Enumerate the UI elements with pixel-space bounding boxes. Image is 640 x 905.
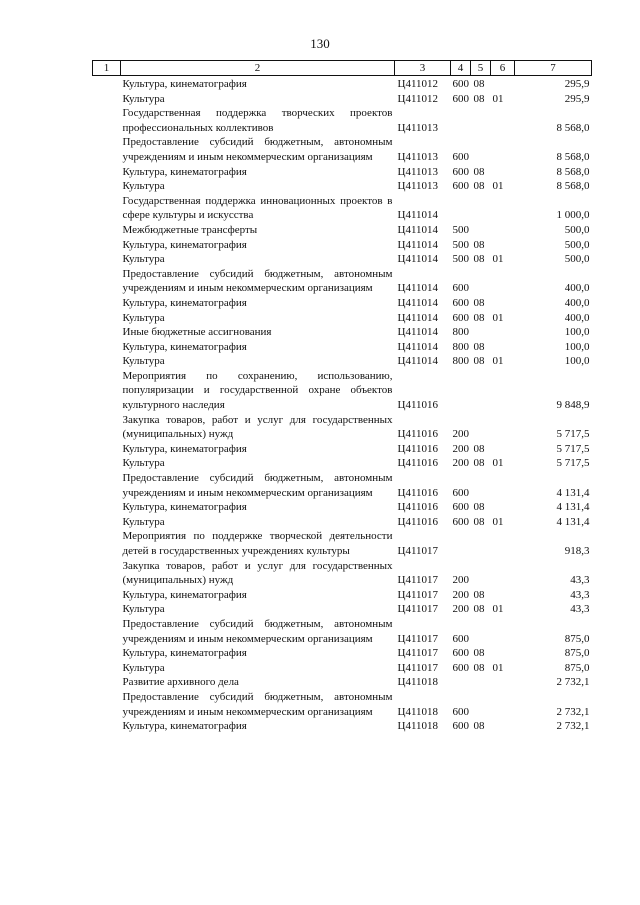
cell-vr: 600 bbox=[452, 632, 469, 645]
cell-pr bbox=[491, 296, 515, 311]
table-row bbox=[93, 471, 592, 500]
cell-num bbox=[93, 675, 121, 690]
cell-pr: 01 bbox=[492, 661, 504, 674]
cell-num bbox=[93, 252, 121, 267]
cell-code: Ц411017 bbox=[397, 603, 439, 616]
cell-sum: 918,3 bbox=[564, 545, 590, 557]
cell-code: Ц411016 bbox=[397, 501, 439, 514]
cell-pr bbox=[491, 646, 515, 661]
cell-rz bbox=[471, 369, 491, 413]
cell-name: Культура, кинематография bbox=[122, 238, 247, 251]
cell-num bbox=[93, 179, 121, 194]
cell-pr bbox=[491, 559, 515, 588]
cell-code: Ц411017 bbox=[397, 647, 439, 660]
cell-name: Культура, кинематография bbox=[122, 588, 247, 601]
cell-rz: 08 bbox=[473, 647, 485, 660]
cell-pr bbox=[491, 340, 515, 355]
cell-name: Культура, кинематография bbox=[122, 442, 247, 455]
cell-sum: 43,3 bbox=[570, 588, 590, 601]
table-row bbox=[93, 413, 592, 442]
cell-name: Культура, кинематография bbox=[122, 647, 247, 660]
page-number: 130 bbox=[310, 36, 330, 51]
cell-sum: 43,3 bbox=[570, 603, 590, 616]
cell-vr: 600 bbox=[452, 647, 469, 660]
cell-name: Культура bbox=[122, 311, 165, 324]
cell-num bbox=[93, 456, 121, 471]
table-row bbox=[93, 529, 592, 558]
cell-vr: 800 bbox=[452, 340, 469, 353]
cell-rz: 08 bbox=[473, 311, 485, 324]
cell-name: Культура bbox=[122, 515, 165, 528]
cell-num bbox=[93, 515, 121, 530]
cell-name: Культура, кинематография bbox=[122, 78, 247, 90]
cell-name: Иные бюджетные ассигнования bbox=[122, 326, 272, 339]
cell-num bbox=[93, 617, 121, 646]
cell-sum: 500,0 bbox=[564, 223, 590, 236]
header-col-6: 6 bbox=[491, 61, 515, 76]
cell-name: Закупка товаров, работ и услуг для государственных (муниципальных) нужд bbox=[122, 559, 393, 587]
cell-num bbox=[93, 238, 121, 253]
cell-pr bbox=[491, 675, 515, 690]
cell-sum: 400,0 bbox=[564, 296, 590, 309]
cell-num bbox=[93, 559, 121, 588]
cell-code: Ц411014 bbox=[397, 223, 439, 236]
cell-pr bbox=[491, 529, 515, 558]
cell-num bbox=[93, 661, 121, 676]
cell-vr: 200 bbox=[452, 588, 469, 601]
cell-vr: 600 bbox=[452, 180, 469, 193]
table-row bbox=[93, 296, 592, 311]
cell-sum: 400,0 bbox=[564, 311, 590, 324]
cell-pr bbox=[491, 194, 515, 223]
cell-name: Государственная поддержка инновационных проектов в сфере культуры и искусства bbox=[122, 194, 393, 222]
cell-sum: 1 000,0 bbox=[556, 209, 590, 222]
cell-code: Ц411013 bbox=[397, 165, 439, 178]
cell-pr: 01 bbox=[492, 603, 504, 616]
cell-name: Развитие архивного дела bbox=[122, 676, 239, 689]
table-row bbox=[93, 252, 592, 267]
cell-vr: 600 bbox=[452, 311, 469, 324]
cell-name: Культура bbox=[122, 92, 165, 105]
cell-code: Ц411012 bbox=[397, 78, 439, 90]
cell-pr bbox=[491, 471, 515, 500]
cell-code: Ц411013 bbox=[397, 180, 439, 193]
cell-rz bbox=[471, 413, 491, 442]
cell-vr: 600 bbox=[452, 150, 469, 163]
cell-vr: 600 bbox=[452, 515, 469, 528]
cell-num bbox=[93, 296, 121, 311]
cell-sum: 875,0 bbox=[564, 647, 590, 660]
cell-rz bbox=[471, 325, 491, 340]
table-row bbox=[93, 311, 592, 326]
cell-num bbox=[93, 413, 121, 442]
cell-num bbox=[93, 588, 121, 603]
cell-vr: 600 bbox=[452, 78, 469, 90]
cell-pr bbox=[491, 76, 515, 92]
cell-code: Ц411016 bbox=[397, 442, 439, 455]
cell-vr: 600 bbox=[452, 92, 469, 105]
cell-code: Ц411014 bbox=[397, 209, 439, 222]
cell-num bbox=[93, 529, 121, 558]
cell-name: Культура bbox=[122, 253, 165, 266]
cell-num bbox=[93, 471, 121, 500]
cell-sum: 4 131,4 bbox=[556, 515, 590, 528]
cell-rz: 08 bbox=[473, 92, 485, 105]
cell-vr: 600 bbox=[452, 486, 469, 499]
cell-code: Ц411016 bbox=[397, 486, 439, 499]
cell-pr: 01 bbox=[492, 180, 504, 193]
cell-vr: 200 bbox=[452, 574, 469, 587]
table-row bbox=[93, 354, 592, 369]
header-row bbox=[93, 61, 592, 76]
cell-pr bbox=[491, 223, 515, 238]
cell-vr bbox=[451, 194, 471, 223]
cell-pr bbox=[491, 617, 515, 646]
cell-code: Ц411013 bbox=[397, 150, 439, 163]
cell-name: Мероприятия по сохранению, использованию, популяризации и государственной охране объектов культурного наследия bbox=[122, 369, 393, 412]
table-row bbox=[93, 456, 592, 471]
cell-rz bbox=[471, 194, 491, 223]
cell-vr: 600 bbox=[452, 720, 469, 733]
cell-code: Ц411017 bbox=[397, 545, 439, 557]
cell-rz: 08 bbox=[473, 661, 485, 674]
table-row bbox=[93, 646, 592, 661]
cell-pr: 01 bbox=[492, 311, 504, 324]
cell-code: Ц411016 bbox=[397, 515, 439, 528]
cell-vr: 600 bbox=[452, 705, 469, 718]
cell-rz: 08 bbox=[473, 515, 485, 528]
cell-code: Ц411017 bbox=[397, 632, 439, 645]
cell-rz bbox=[471, 267, 491, 296]
cell-rz: 08 bbox=[473, 296, 485, 309]
cell-pr: 01 bbox=[492, 515, 504, 528]
table-row bbox=[93, 106, 592, 135]
cell-num bbox=[93, 340, 121, 355]
cell-code: Ц411016 bbox=[397, 457, 439, 470]
cell-num bbox=[93, 369, 121, 413]
cell-name: Предоставление субсидий бюджетным, автономным учреждениям и иным некоммерческим организациям bbox=[122, 690, 393, 718]
cell-vr: 600 bbox=[452, 661, 469, 674]
cell-sum: 43,3 bbox=[570, 574, 590, 587]
cell-num bbox=[93, 223, 121, 238]
cell-num bbox=[93, 325, 121, 340]
cell-pr bbox=[491, 238, 515, 253]
table-row bbox=[93, 223, 592, 238]
cell-pr: 01 bbox=[492, 457, 504, 470]
cell-vr: 200 bbox=[452, 457, 469, 470]
table-row bbox=[93, 500, 592, 515]
cell-sum: 8 568,0 bbox=[556, 150, 590, 163]
cell-vr bbox=[451, 106, 471, 135]
cell-sum: 295,9 bbox=[564, 78, 590, 90]
table-row bbox=[93, 602, 592, 617]
cell-rz: 08 bbox=[473, 603, 485, 616]
cell-sum: 2 732,1 bbox=[556, 705, 590, 718]
cell-name: Культура bbox=[122, 661, 165, 674]
cell-num bbox=[93, 267, 121, 296]
cell-name: Культура bbox=[122, 355, 165, 368]
table-row bbox=[93, 661, 592, 676]
cell-num bbox=[93, 500, 121, 515]
table-row bbox=[93, 442, 592, 457]
cell-sum: 2 732,1 bbox=[556, 720, 590, 733]
cell-vr: 200 bbox=[452, 442, 469, 455]
cell-name: Предоставление субсидий бюджетным, автономным учреждениям и иным некоммерческим организациям bbox=[122, 267, 393, 295]
cell-rz: 08 bbox=[473, 457, 485, 470]
cell-pr bbox=[491, 135, 515, 164]
cell-sum: 5 717,5 bbox=[556, 442, 590, 455]
cell-code: Ц411016 bbox=[397, 428, 439, 441]
cell-rz: 08 bbox=[473, 180, 485, 193]
table-row bbox=[93, 719, 592, 734]
cell-name: Предоставление субсидий бюджетным, автономным учреждениям и иным некоммерческим организациям bbox=[122, 472, 393, 499]
cell-name: Культура, кинематография bbox=[122, 720, 247, 733]
header-col-5: 5 bbox=[471, 61, 491, 76]
cell-num bbox=[93, 194, 121, 223]
cell-name: Государственная поддержка творческих проектов профессиональных коллективов bbox=[122, 107, 393, 134]
cell-sum: 8 568,0 bbox=[556, 180, 590, 193]
cell-sum: 500,0 bbox=[564, 238, 590, 251]
cell-rz bbox=[471, 559, 491, 588]
cell-num bbox=[93, 602, 121, 617]
cell-code: Ц411018 bbox=[397, 676, 439, 689]
cell-rz: 08 bbox=[473, 355, 485, 368]
cell-sum: 100,0 bbox=[564, 326, 590, 339]
cell-rz bbox=[471, 675, 491, 690]
cell-vr: 200 bbox=[452, 428, 469, 441]
cell-sum: 8 568,0 bbox=[556, 165, 590, 178]
table-body bbox=[93, 76, 592, 734]
cell-vr: 800 bbox=[452, 355, 469, 368]
cell-num bbox=[93, 646, 121, 661]
cell-code: Ц411014 bbox=[397, 253, 439, 266]
cell-name: Культура, кинематография bbox=[122, 165, 247, 178]
cell-rz bbox=[471, 135, 491, 164]
cell-rz bbox=[471, 471, 491, 500]
cell-name: Межбюджетные трансферты bbox=[122, 223, 258, 236]
cell-sum: 9 848,9 bbox=[556, 399, 590, 412]
cell-code: Ц411016 bbox=[397, 399, 439, 412]
table-row bbox=[93, 325, 592, 340]
cell-pr: 01 bbox=[492, 355, 504, 368]
table-row bbox=[93, 238, 592, 253]
cell-sum: 8 568,0 bbox=[556, 121, 590, 134]
header-col-3: 3 bbox=[395, 61, 451, 76]
table-row bbox=[93, 179, 592, 194]
cell-code: Ц411018 bbox=[397, 705, 439, 718]
cell-vr: 600 bbox=[452, 296, 469, 309]
table-row bbox=[93, 340, 592, 355]
cell-rz: 08 bbox=[473, 78, 485, 90]
cell-sum: 875,0 bbox=[564, 632, 590, 645]
cell-vr bbox=[451, 675, 471, 690]
table-row bbox=[93, 92, 592, 107]
cell-code: Ц411014 bbox=[397, 238, 439, 251]
cell-pr bbox=[491, 165, 515, 180]
cell-vr bbox=[451, 529, 471, 558]
header-col-7: 7 bbox=[515, 61, 592, 76]
cell-sum: 5 717,5 bbox=[556, 457, 590, 470]
cell-pr bbox=[491, 369, 515, 413]
cell-sum: 5 717,5 bbox=[556, 428, 590, 441]
table-header bbox=[93, 61, 592, 76]
cell-pr bbox=[491, 413, 515, 442]
header-col-1: 1 bbox=[93, 61, 121, 76]
cell-code: Ц411012 bbox=[397, 92, 439, 105]
cell-code: Ц411018 bbox=[397, 720, 439, 733]
cell-pr bbox=[491, 588, 515, 603]
cell-rz: 08 bbox=[473, 165, 485, 178]
cell-vr: 500 bbox=[452, 223, 469, 236]
table-row bbox=[93, 194, 592, 223]
cell-name: Культура, кинематография bbox=[122, 501, 247, 514]
cell-code: Ц411017 bbox=[397, 574, 439, 587]
cell-rz bbox=[471, 690, 491, 719]
cell-name: Культура bbox=[122, 457, 165, 470]
cell-sum: 500,0 bbox=[564, 253, 590, 266]
cell-rz: 08 bbox=[473, 588, 485, 601]
cell-sum: 2 732,1 bbox=[556, 676, 590, 689]
cell-name: Мероприятия по поддержке творческой деятельности детей в государственных учреждениях культуры bbox=[122, 530, 393, 557]
cell-rz: 08 bbox=[473, 720, 485, 733]
cell-rz: 08 bbox=[473, 238, 485, 251]
cell-vr: 600 bbox=[452, 165, 469, 178]
cell-rz bbox=[471, 529, 491, 558]
header-col-4: 4 bbox=[451, 61, 471, 76]
cell-code: Ц411017 bbox=[397, 661, 439, 674]
cell-vr: 500 bbox=[452, 238, 469, 251]
cell-pr bbox=[491, 719, 515, 734]
cell-num bbox=[93, 690, 121, 719]
cell-pr bbox=[491, 325, 515, 340]
cell-rz: 08 bbox=[473, 501, 485, 514]
cell-sum: 875,0 bbox=[564, 661, 590, 674]
table-row bbox=[93, 76, 592, 92]
cell-num bbox=[93, 76, 121, 92]
cell-pr bbox=[491, 500, 515, 515]
cell-code: Ц411014 bbox=[397, 340, 439, 353]
cell-num bbox=[93, 311, 121, 326]
table-row bbox=[93, 690, 592, 719]
cell-code: Ц411014 bbox=[397, 282, 439, 295]
cell-num bbox=[93, 135, 121, 164]
table-row bbox=[93, 617, 592, 646]
cell-num bbox=[93, 719, 121, 734]
cell-rz bbox=[471, 223, 491, 238]
cell-num bbox=[93, 92, 121, 107]
cell-name: Культура, кинематография bbox=[122, 340, 247, 353]
cell-rz: 08 bbox=[473, 253, 485, 266]
cell-num bbox=[93, 165, 121, 180]
cell-vr: 200 bbox=[452, 603, 469, 616]
cell-code: Ц411014 bbox=[397, 311, 439, 324]
cell-pr bbox=[491, 106, 515, 135]
cell-pr bbox=[491, 267, 515, 296]
table-row bbox=[93, 515, 592, 530]
table-row bbox=[93, 165, 592, 180]
cell-rz: 08 bbox=[473, 340, 485, 353]
cell-code: Ц411013 bbox=[397, 121, 439, 134]
table-row bbox=[93, 135, 592, 164]
cell-sum: 4 131,4 bbox=[556, 486, 590, 499]
table-row bbox=[93, 369, 592, 413]
cell-sum: 400,0 bbox=[564, 282, 590, 295]
table-row bbox=[93, 675, 592, 690]
cell-name: Культура bbox=[122, 603, 165, 616]
cell-sum: 100,0 bbox=[564, 355, 590, 368]
cell-name: Культура, кинематография bbox=[122, 296, 247, 309]
cell-vr: 800 bbox=[452, 326, 469, 339]
cell-pr bbox=[491, 442, 515, 457]
cell-vr: 600 bbox=[452, 282, 469, 295]
cell-vr bbox=[451, 369, 471, 413]
budget-table bbox=[92, 60, 592, 734]
cell-num bbox=[93, 106, 121, 135]
cell-sum: 100,0 bbox=[564, 340, 590, 353]
cell-code: Ц411014 bbox=[397, 326, 439, 339]
cell-pr: 01 bbox=[492, 92, 504, 105]
cell-code: Ц411014 bbox=[397, 296, 439, 309]
cell-name: Культура bbox=[122, 180, 165, 193]
table-row bbox=[93, 588, 592, 603]
cell-name: Предоставление субсидий бюджетным, автономным учреждениям и иным некоммерческим организациям bbox=[122, 617, 393, 645]
cell-num bbox=[93, 354, 121, 369]
cell-pr bbox=[491, 690, 515, 719]
cell-name: Закупка товаров, работ и услуг для государственных (муниципальных) нужд bbox=[122, 413, 393, 441]
cell-vr: 500 bbox=[452, 253, 469, 266]
cell-vr: 600 bbox=[452, 501, 469, 514]
cell-sum: 295,9 bbox=[564, 92, 590, 105]
cell-rz bbox=[471, 106, 491, 135]
cell-num bbox=[93, 442, 121, 457]
cell-rz: 08 bbox=[473, 442, 485, 455]
cell-name: Предоставление субсидий бюджетным, автономным учреждениям и иным некоммерческим организациям bbox=[122, 136, 393, 163]
cell-pr: 01 bbox=[492, 253, 504, 266]
cell-rz bbox=[471, 617, 491, 646]
cell-code: Ц411014 bbox=[397, 355, 439, 368]
table-row bbox=[93, 559, 592, 588]
header-col-2: 2 bbox=[121, 61, 395, 76]
cell-sum: 4 131,4 bbox=[556, 501, 590, 514]
cell-code: Ц411017 bbox=[397, 588, 439, 601]
table-row bbox=[93, 267, 592, 296]
